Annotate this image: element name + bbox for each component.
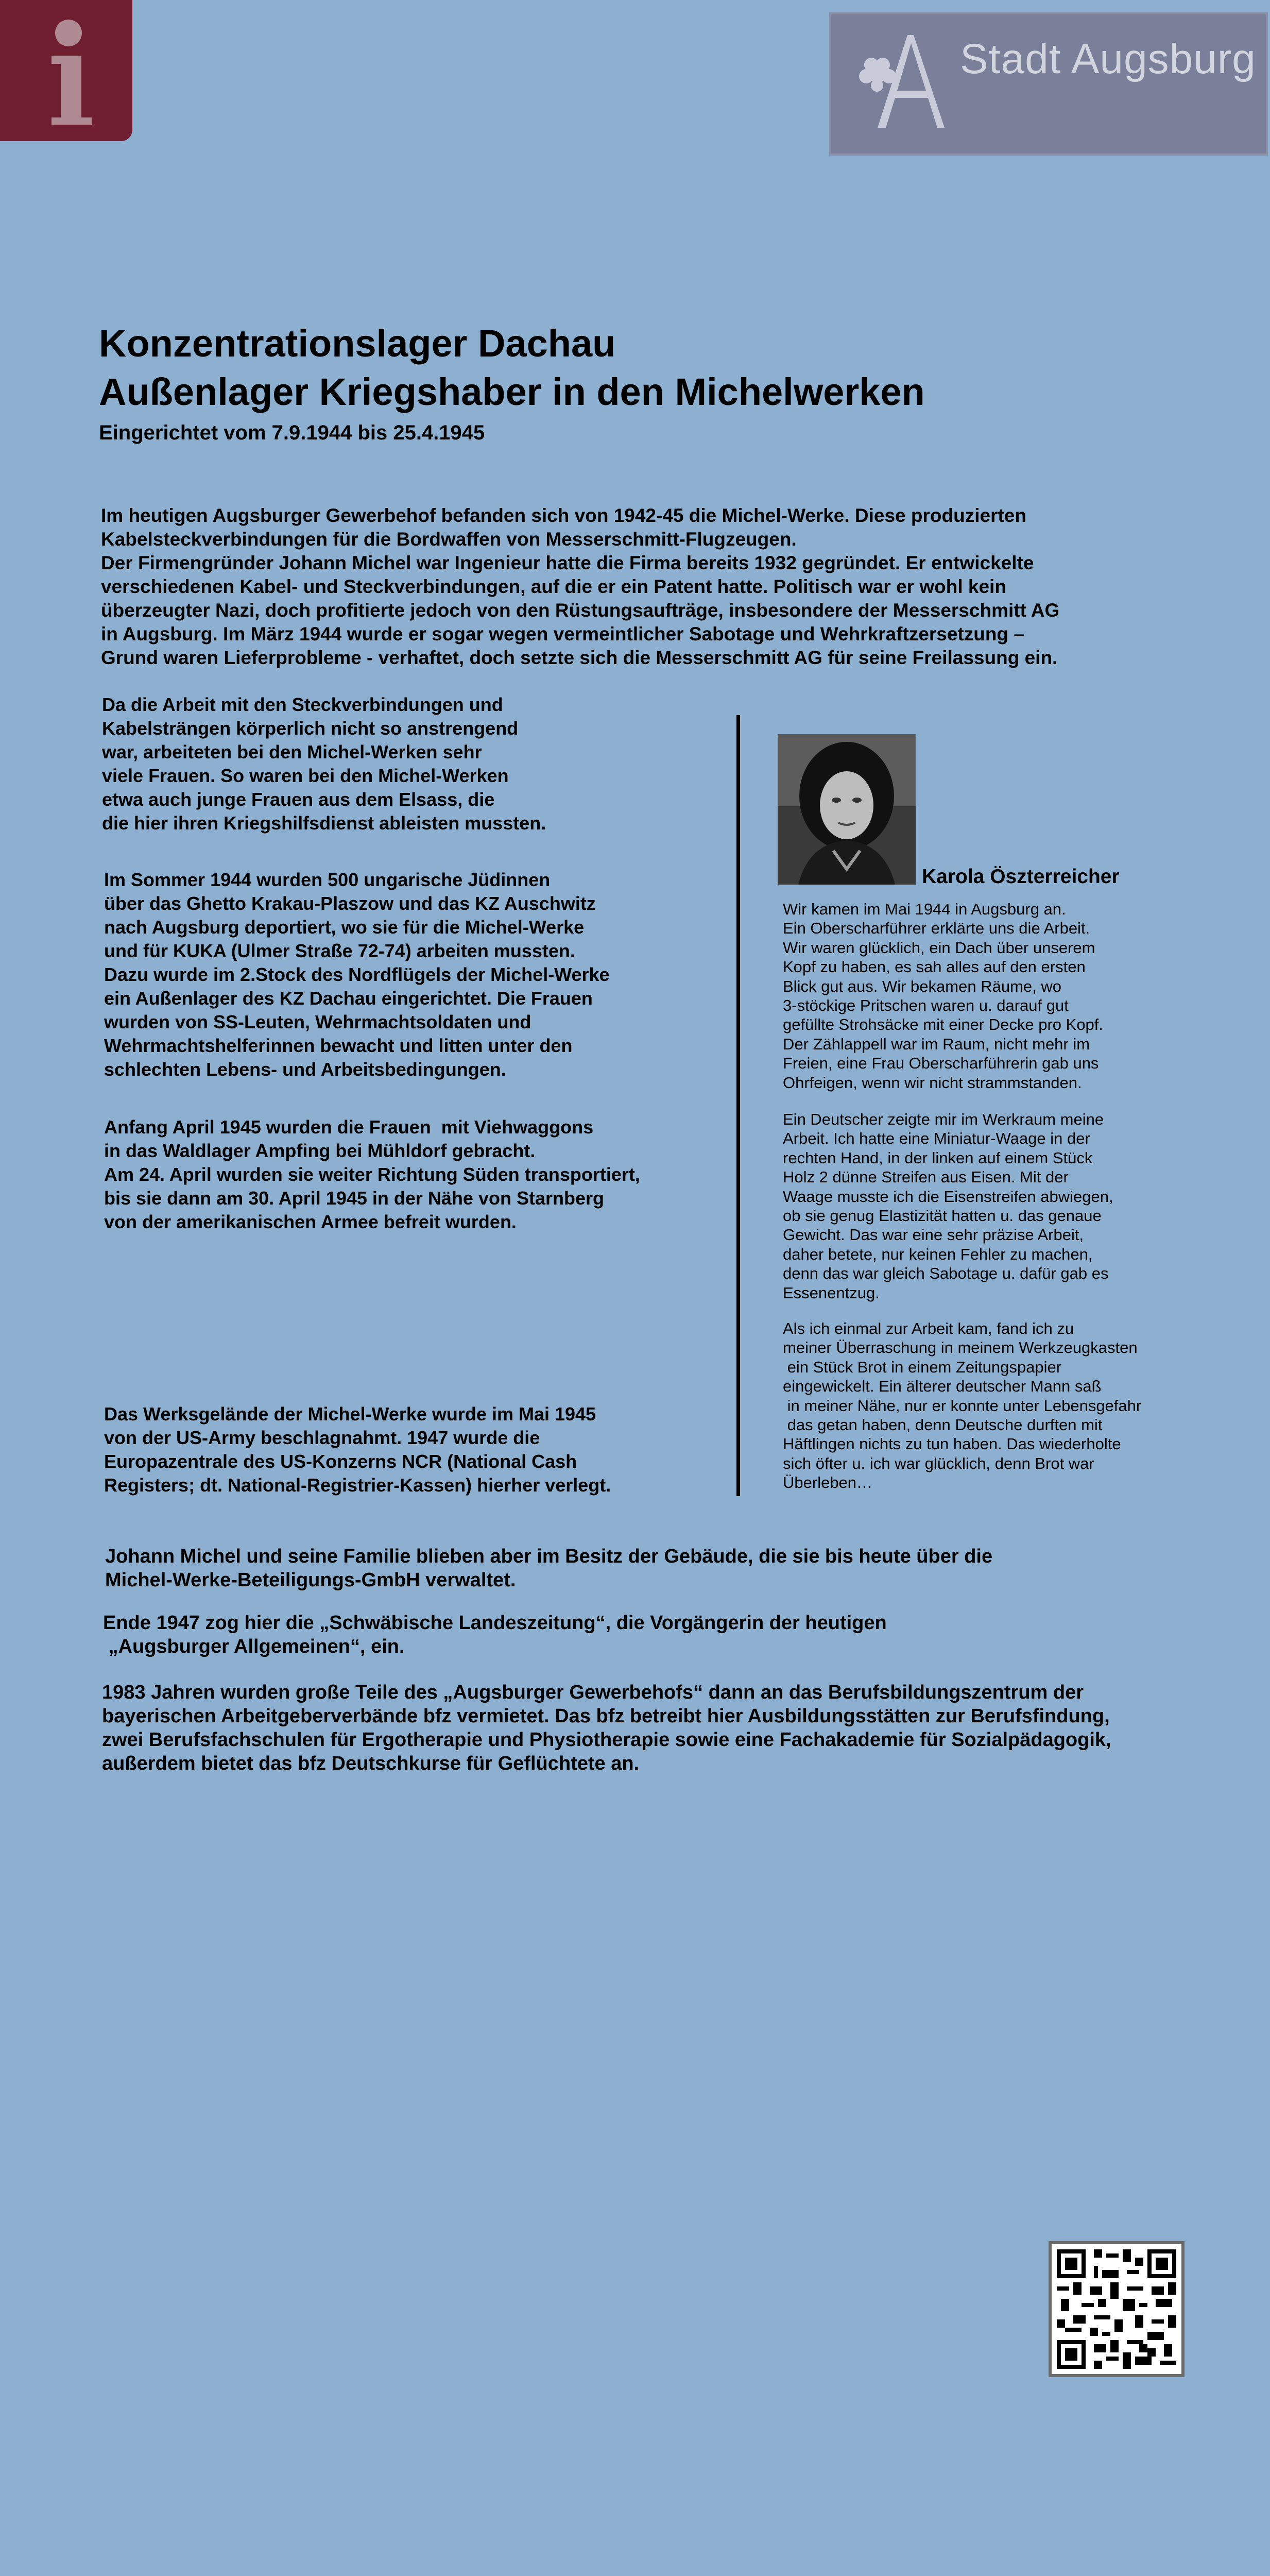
bottom-paragraph-1: Johann Michel und seine Familie blieben aber im Besitz der Gebäude, die sie bis heute über die Michel-Werke-Beteiligungs-GmbH verwaltet. [105, 1546, 993, 1591]
bottom-paragraph-2: Ende 1947 zog hier die „Schwäbische Landeszeitung“, die Vorgängerin der heutigen „Augsburger Allgemeinen“, ein. [103, 1612, 887, 1657]
info-icon [0, 0, 132, 141]
portrait-photo [778, 734, 916, 885]
logo-text: Stadt Augsburg [960, 36, 1256, 82]
stadt-augsburg-logo [829, 12, 1268, 156]
left-paragraph-2: Im Sommer 1944 wurden 500 ungarische Jüdinnen über das Ghetto Krakau-Plaszow und das KZ Auschwitz nach Augsburg deportiert, wo sie für die Michel-Werke und für KUKA (Ulmer Straße 72-74) arbeiten mussten. Dazu wurde im 2.Stock des Nordflügels der Michel-Werke ein Außenlager des KZ Dachau eingerichtet. Die Frauen wurden von SS-Leuten, Wehrmachtsoldaten und Wehrmachtshelferinnen bewacht und litten unter den schlechten Lebens- und Arbeitsbedingungen. [104, 869, 610, 1080]
page-subtitle: Eingerichtet vom 7.9.1944 bis 25.4.1945 [99, 421, 485, 444]
title-line-2: Außenlager Kriegshaber in den Michelwerken [99, 370, 925, 413]
left-paragraph-1: Da die Arbeit mit den Steckverbindungen und Kabelsträngen körperlich nicht so anstrengend war, arbeiteten bei den Michel-Werken sehr viele Frauen. So waren bei den Michel-Werken etwa auch junge Frauen aus dem Elsass, die die hier ihren Kriegshilfsdienst ableisten mussten. [102, 694, 546, 834]
left-paragraph-3: Anfang April 1945 wurden die Frauen mit Viehwaggons in das Waldlager Ampfing bei Mühldorf gebracht. Am 24. April wurden sie weiter Richtung Süden transportiert, bis sie dann am 30. April 1945 in der Nähe von Starnberg von der amerikanischen Armee befreit wurden. [104, 1116, 640, 1232]
title-line-1: Konzentrationslager Dachau [99, 322, 616, 365]
column-divider [736, 715, 740, 1496]
photo-caption: Karola Öszterreicher [922, 866, 1120, 888]
bottom-paragraph-3: 1983 Jahren wurden große Teile des „Augsburger Gewerbehofs“ dann an das Berufsbildungszentrum der bayerischen Arbeitgeberverbände bfz vermietet. Das bfz betreibt hier Ausbildungsstätten zur Berufsfindung, zwei Berufsfachschulen für Ergotherapie und Physiotherapie sowie eine Fachakademie für Sozialpädagogik, außerdem bietet das bfz Deutschkurse für Geflüchtete an. [102, 1682, 1111, 1774]
left-paragraph-4: Das Werksgelände der Michel-Werke wurde im Mai 1945 von der US-Army beschlagnahmt. 1947 wurde die Europazentrale des US-Konzerns NCR (National Cash Registers; dt. National-Registrier-Kassen) hierher verlegt. [104, 1403, 611, 1496]
quote-paragraph-3: Als ich einmal zur Arbeit kam, fand ich zu meiner Überraschung in meinem Werkzeugkasten ein Stück Brot in einem Zeitungspapier eingewickelt. Ein älterer deutscher Mann saß in meiner Nähe, nur er konnte unter Lebensgefahr das getan haben, denn Deutsche durften mit Häftlingen nichts zu tun haben. Das wiederholte sich öfter u. ich war glücklich, denn Brot war Überleben… [783, 1319, 1142, 1492]
intro-paragraph: Im heutigen Augsburger Gewerbehof befanden sich von 1942-45 die Michel-Werke. Diese produzierten Kabelsteckverbindungen für die Bordwaffen von Messerschmitt-Flugzeugen. Der Firmengründer Johann Michel war Ingenieur hatte die Firma bereits 1932 gegründet. Er entwickelte verschiedenen Kabel- und Steckverbindungen, auf die er ein Patent hatte. Politisch war er wohl kein überzeugter Nazi, doch profitierte jedoch von den Rüstungsaufträge, insbesondere der Messerschmitt AG in Augsburg. Im März 1944 wurde er sogar wegen vermeintlicher Sabotage und Wehrkraftzersetzung – Grund waren Lieferprobleme - verhaftet, doch setzte sich die Messerschmitt AG für seine Freilassung ein. [101, 505, 1060, 668]
quote-paragraph-2: Ein Deutscher zeigte mir im Werkraum meine Arbeit. Ich hatte eine Miniatur-Waage in der rechten Hand, in der linken auf einem Stück Holz 2 dünne Streifen aus Eisen. Mit der Waage musste ich die Eisenstreifen abwiegen, ob sie genug Elastizität hatten u. das genaue Gewicht. Das war eine sehr präzise Arbeit, daher betete, nur keinen Fehler zu machen, denn das war gleich Sabotage u. dafür gab es Essenentzug. [783, 1110, 1113, 1302]
page-title [99, 319, 925, 416]
qr-code [1049, 2241, 1185, 2377]
quote-paragraph-1: Wir kamen im Mai 1944 in Augsburg an. Ein Oberscharführer erklärte uns die Arbeit. Wir waren glücklich, ein Dach über unserem Kopf zu haben, es sah alles auf den ersten Blick gut aus. Wir bekamen Räume, wo 3-stöckige Pritschen waren u. darauf gut gefüllte Strohsäcke mit einer Decke pro Kopf. Der Zählappell war im Raum, nicht mehr im Freien, eine Frau Oberscharführerin gab uns Ohrfeigen, wenn wir nicht strammstanden. [783, 900, 1104, 1092]
